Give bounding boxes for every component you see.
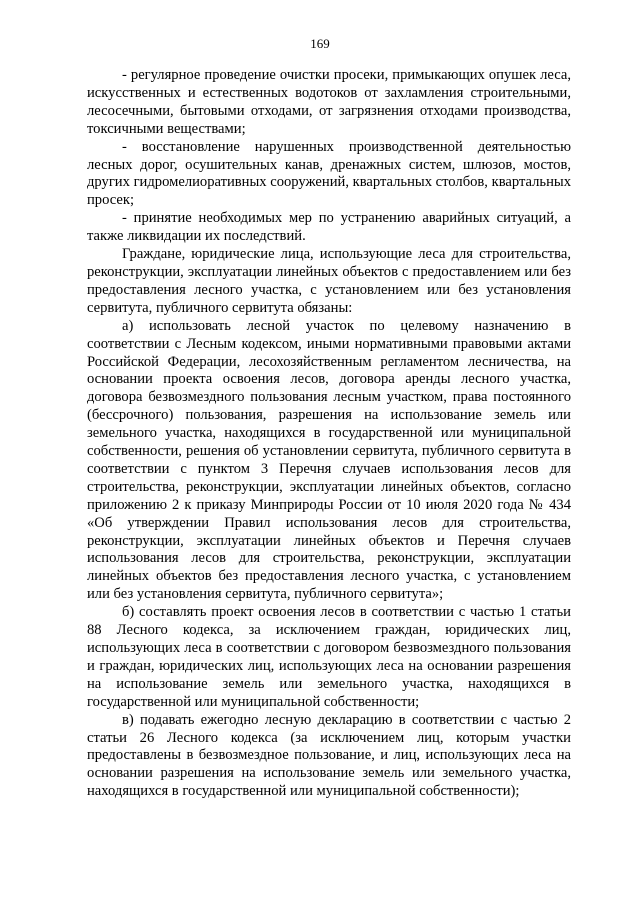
paragraph-restoration-roads: - восстановление нарушенных производственной деятельностью лесных дорог, осушительных канав, дренажных систем, шлюзов, мостов, других гидромелиоративных сооружений, квартальных столбов, квартальных просек;	[87, 138, 571, 209]
paragraph-emergency-measures: - принятие необходимых мер по устранению аварийных ситуаций, а также ликвидации их последствий.	[87, 210, 571, 245]
document-body	[87, 67, 571, 801]
paragraph-item-b: б) составлять проект освоения лесов в соответствии с частью 1 статьи 88 Лесного кодекса, за исключением граждан, юридических лиц, использующих леса в соответствии с договором безвозмездного пользования и граждан, юридических лиц, использующих леса на основании разрешения на использование земель или земельного участка, находящихся в государственной или муниципальной собственности;	[87, 604, 571, 710]
paragraph-cleaning-clearing: - регулярное проведение очистки просеки, примыкающих опушек леса, искусственных и естественных водотоков от захламления строительными, лесосечными, бытовыми отходами, от загрязнения отходами производства, токсичными веществами;	[87, 67, 571, 137]
paragraph-item-a: а) использовать лесной участок по целевому назначению в соответствии с Лесным кодексом, иными нормативными правовыми актами Российской Федерации, лесохозяйственным регламентом лесничества, на основании проекта освоения лесов, договора аренды лесного участка, договора безвозмездного пользования лесным участком, права постоянного (бессрочного) пользования, разрешения на использование земель или земельного участка, находящихся в государственной или муниципальной собственности, решения об установлении сервитута, публичного сервитута в соответствии с пунктом 3 Перечня случаев использования лесов для строительства, реконструкции, эксплуатации линейных объектов, согласно приложению 2 к приказу Минприроды России от 10 июля 2020 года № 434 «Об утверждении Правил использования лесов для строительства, реконструкции, эксплуатации линейных объектов и Перечня случаев использования лесов для строительства, реконструкции, эксплуатации линейных объектов без предоставления лесного участка, с установлением или без установления сервитута, публичного сервитута»;	[87, 317, 571, 603]
paragraph-obligations-intro: Граждане, юридические лица, использующие леса для строительства, реконструкции, эксплуатации линейных объектов с предоставлением или без предоставления лесного участка, с установлением или без установления сервитута, публичного сервитута обязаны:	[87, 246, 571, 316]
paragraph-item-v: в) подавать ежегодно лесную декларацию в соответствии с частью 2 статьи 26 Лесного кодекса (за исключением лиц, которым участки предоставлены в безвозмездное пользование, и лиц, использующих леса на основании разрешения на использование земель или земельного участка, находящихся в государственной или муниципальной собственности);	[87, 711, 571, 800]
page-number: 169	[310, 36, 330, 51]
